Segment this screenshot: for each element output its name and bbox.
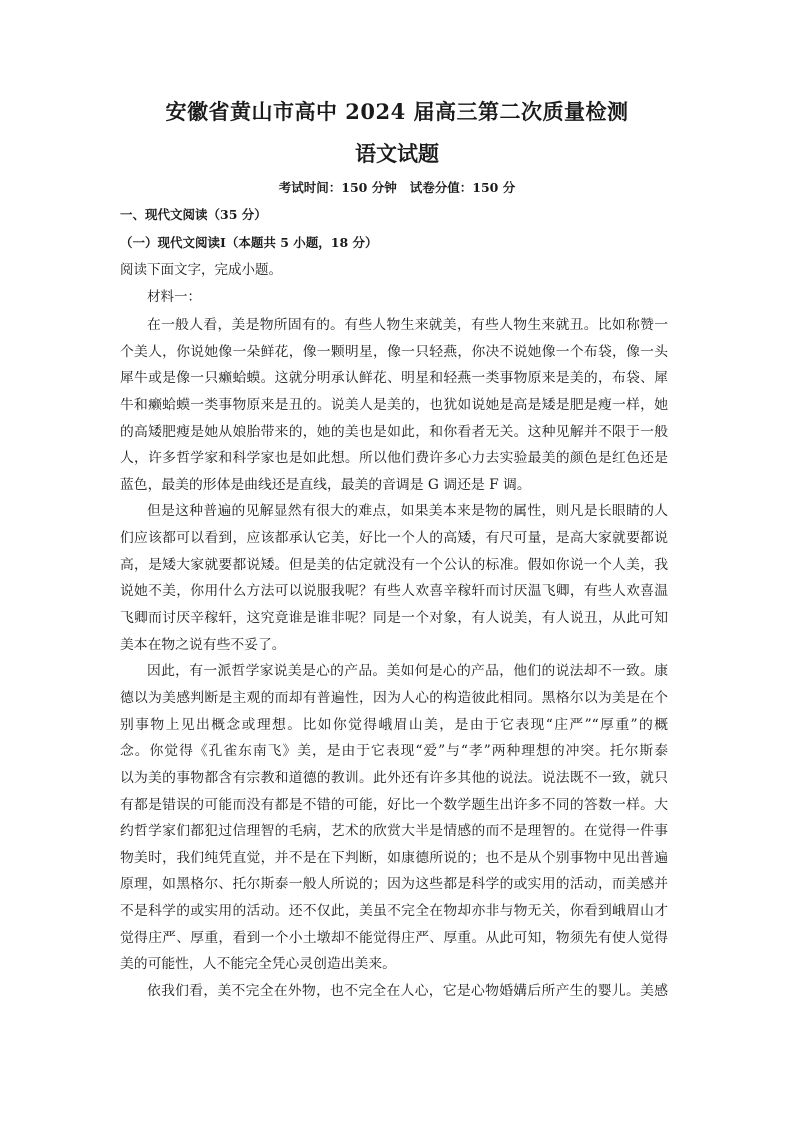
passage-line: 别事物上见出概念或理想。比如你觉得峨眉山美，是由于它表现“庄严”“厚重”的概 [120,716,668,733]
passage-line: 说她不美，你用什么方法可以说服我呢？有些人欢喜辛稼轩而讨厌温飞卿，有些人欢喜温 [120,583,668,600]
passage-line: 以为美的事物都含有宗教和道德的教训。此外还有许多其他的说法。说法既不一致，就只 [120,769,668,786]
passage-line: 约哲学家们都犯过信理智的毛病，艺术的欣赏大半是情感的而不是理智的。在觉得一件事 [120,823,668,840]
passage-line: 在一般人看，美是物所固有的。有些人物生来就美，有些人物生来就丑。比如称赞一 [147,317,668,333]
passage-body [120,312,668,1005]
passage-line: 但是这种普遍的见解显然有很大的难点，如果美本来是物的属性，则凡是长眼睛的人 [147,503,668,520]
subsection-heading: （一）现代文阅读Ⅰ（本题共 5 小题，18 分） [120,235,378,250]
passage-line: 牛和癞蛤蟆一类事物原来是丑的。说美人是美的，也犹如说她是高是矮是肥是瘦一样，她 [120,396,668,413]
exam-info: 考试时间：150 分钟 试卷分值：150 分 [278,180,516,195]
section-heading: 一、现代文阅读（35 分） [120,207,267,222]
passage-line: 觉得庄严、厚重，看到一个小土墩却不能觉得庄严、厚重。从此可知，物须先有使人觉得 [120,929,668,946]
passage-line: 物美时，我们纯凭直觉，并不是在下判断，如康德所说的；也不是从个别事物中见出普遍 [120,849,668,866]
exam-title: 安徽省黄山市高中 2024 届高三第二次质量检测 [165,99,629,124]
passage-line: 个美人，你说她像一朵鲜花，像一颗明星，像一只轻燕，你决不说她像一个布袋，像一头 [120,343,668,360]
passage-line: 依我们看，美不完全在外物，也不完全在人心，它是心物婚媾后所产生的婴儿。美感 [147,983,668,1000]
passage-line: 蓝色，最美的形体是曲线还是直线，最美的音调是 G 调还是 F 调。 [120,476,531,493]
passage-line: 念。你觉得《孔雀东南飞》美，是由于它表现“爱”与“孝”两种理想的冲突。托尔斯泰 [120,743,668,760]
reading-instruction: 阅读下面文字，完成小题。 [120,262,282,278]
passage-line: 因此，有一派哲学家说美是心的产品。美如何是心的产品，他们的说法却不一致。康 [147,663,668,680]
passage-line: 原理，如黑格尔、托尔斯泰一般人所说的；因为这些都是科学的或实用的活动，而美感并 [120,876,668,893]
passage-line: 飞卿而讨厌辛稼轩，这究竟谁是谁非呢？同是一个对象，有人说美，有人说丑，从此可知 [120,610,668,627]
passage-line: 不是科学的或实用的活动。还不仅此，美虽不完全在物却亦非与物无关，你看到峨眉山才 [120,903,668,920]
passage-line: 美的可能性，人不能完全凭心灵创造出美来。 [120,956,396,973]
exam-subtitle: 语文试题 [355,141,439,166]
passage-line: 犀牛或是像一只癞蛤蟆。这就分明承认鲜花、明星和轻燕一类事物原来是美的，布袋、犀 [120,370,668,387]
passage-line: 的高矮肥瘦是她从娘胎带来的，她的美也是如此，和你看者无关。这种见解并不限于一般 [120,423,668,440]
passage-line: 们应该都可以看到，应该都承认它美，好比一个人的高矮，有尺可量，是高大家就要都说 [120,530,668,547]
passage-line: 有都是错误的可能而没有都是不错的可能，好比一个数学题生出许多不同的答数一样。大 [120,796,668,813]
material-label: 材料一： [147,289,201,305]
passage-line: 人，许多哲学家和科学家也是如此想。所以他们费许多心力去实验最美的颜色是红色还是 [120,450,668,467]
passage-line: 德以为美感判断是主观的而却有普遍性，因为人心的构造彼此相同。黑格尔以为美是在个 [120,689,668,706]
passage-line: 美本在物之说有些不妥了。 [120,636,286,653]
passage-line: 高，是矮大家就要都说矮。但是美的估定就没有一个公认的标准。假如你说一个人美，我 [120,556,668,573]
